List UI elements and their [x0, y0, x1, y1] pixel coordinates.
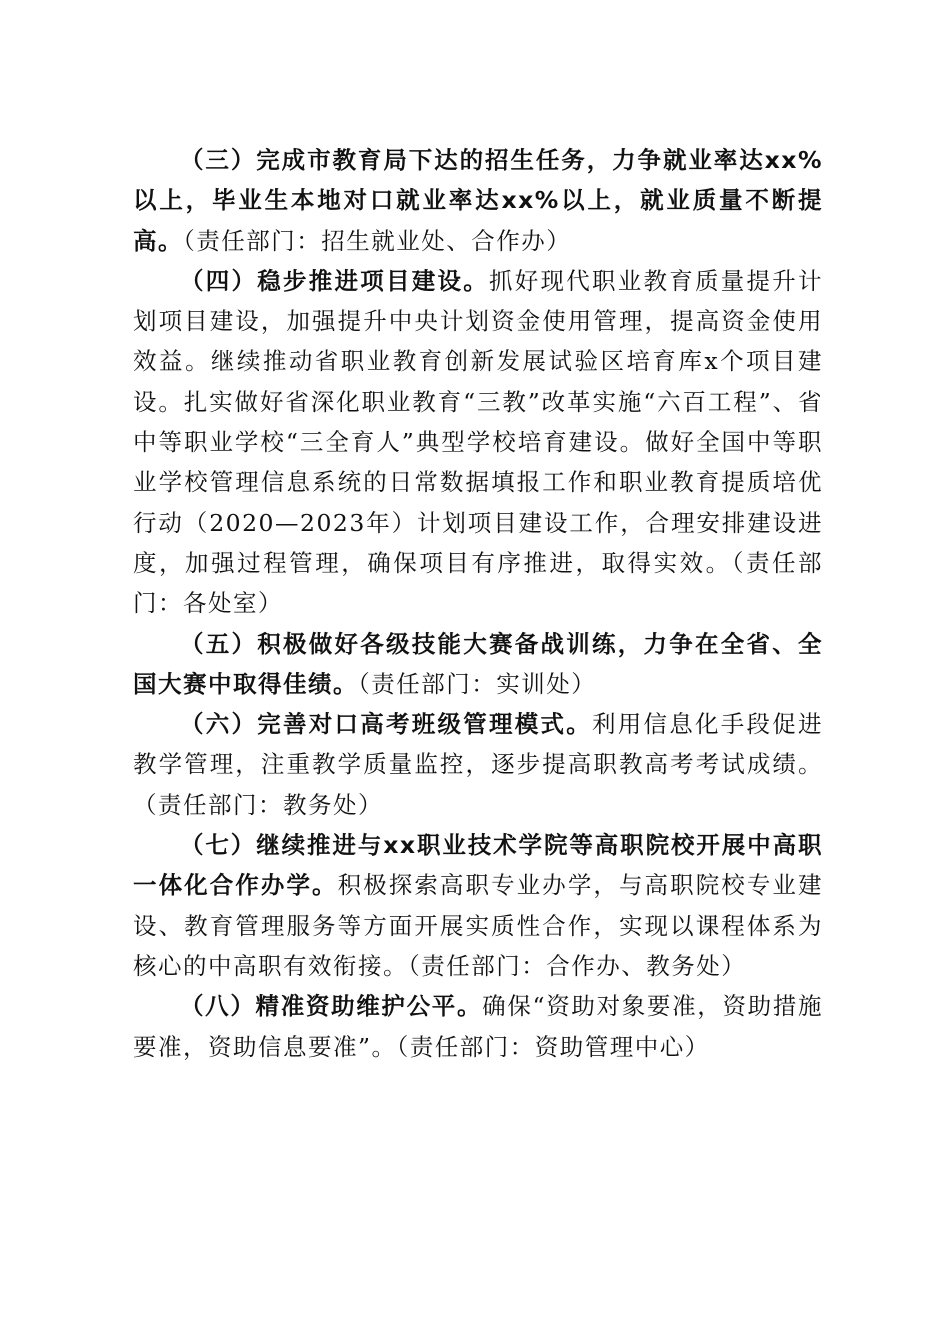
paragraph-4-body: 抓好现代职业教育质量提升计划项目建设，加强提升中央计划资金使用管理，提高资金使用效益。继续推动省职业教育创新发展试验区培育库x个项目建设。扎实做好省深化职业教育“三教”改革实施“六百工程”、省中等职业学校“三全育人”典型学校培育建设。做好全国中等职业学校管理信息系统的日常数据填报工作和职业教育提质培优行动（2020—2023年）计划项目建设工作，合理安排建设进度，加强过程管理，确保项目有序推进，取得实效。（责任部门：各处室）	[133, 266, 823, 618]
paragraph-4-heading: （四）稳步推进项目建设。	[180, 266, 489, 295]
paragraph-7	[133, 825, 823, 986]
paragraph-5-body: （责任部门：实训处）	[358, 669, 597, 698]
paragraph-7-heading: （七）继续推进与xx职业技术学院等高职院校开展中高职一体化合作办学。	[133, 831, 823, 900]
paragraph-7-body: 积极探索高职专业办学，与高职院校专业建设、教育管理服务等方面开展实质性合作，实现以课程体系为核心的中高职有效衔接。（责任部门：合作办、教务处）	[133, 871, 824, 980]
paragraph-6-heading: （六）完善对口高考班级管理模式。	[180, 710, 592, 739]
paragraph-5-heading: （五）积极做好各级技能大赛备战训练，力争在全省、全国大赛中取得佳绩。	[133, 629, 823, 698]
paragraph-3	[133, 140, 823, 261]
paragraph-8-heading: （八）精准资助维护公平。	[180, 992, 483, 1021]
paragraph-4	[133, 261, 823, 624]
paragraph-3-heading: （三）完成市教育局下达的招生任务，力争就业率达xx%以上，毕业生本地对口就业率达xx%以上，就业质量不断提高。	[133, 146, 823, 255]
paragraph-5	[133, 624, 823, 705]
paragraph-3-body: （责任部门：招生就业处、合作办）	[183, 226, 572, 255]
paragraph-6	[133, 704, 823, 825]
paragraph-6-body: 利用信息化手段促进教学管理，注重教学质量监控，逐步提高职教高考考试成绩。（责任部门：教务处）	[133, 710, 823, 819]
paragraph-8-body: 确保“资助对象要准，资助措施要准，资助信息要准”。（责任部门：资助管理中心）	[133, 992, 824, 1061]
paragraph-8	[133, 986, 823, 1067]
